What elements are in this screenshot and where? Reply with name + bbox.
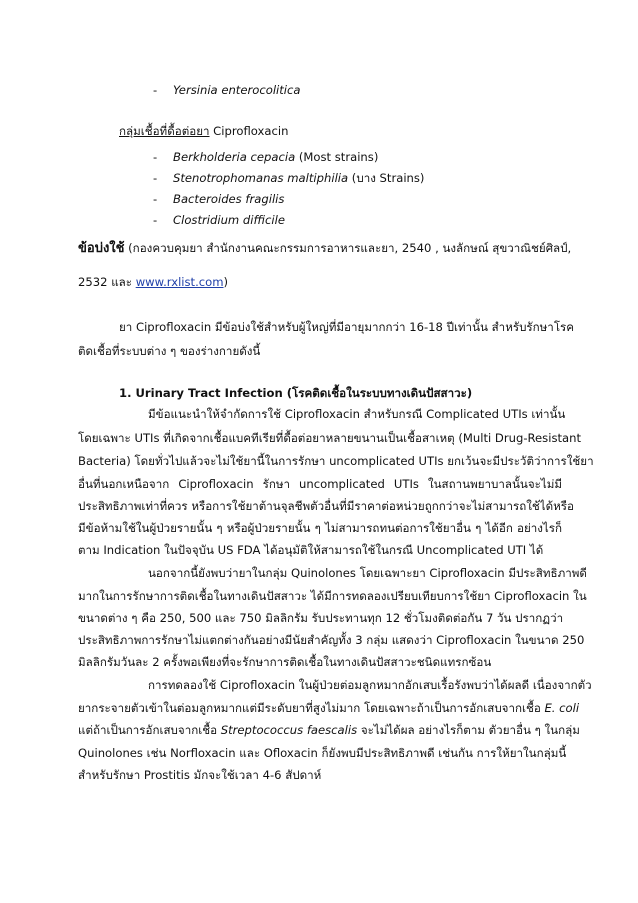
paragraph-line: ประสิทธิภาพเท่าที่ควร หรือการใช้ยาต้านจุลชีพตัวอื่นที่มีราคาต่อหน่วยถูกกว่าจะไม่สามารถใช้ได้หรือ	[78, 499, 574, 513]
organism-name: Yersinia enterocolitica	[173, 83, 301, 97]
resistant-heading	[119, 123, 288, 139]
indications-title: ข้อบ่งใช้	[78, 241, 125, 256]
paragraph-line	[78, 722, 580, 738]
resistant-heading-drug: Ciprofloxacin	[209, 124, 289, 138]
list-item	[173, 149, 378, 165]
intro-paragraph: ติดเชื้อที่ระบบต่าง ๆ ของร่างกายดังนี้	[78, 344, 261, 358]
paragraph-line	[78, 700, 580, 716]
intro-paragraph: ยา Ciprofloxacin มีข้อบ่งใช้สำหรับผู้ใหญ่ที่มีอายุมากกว่า 16-18 ปีเท่านั้น สำหรับรักษาโรค	[119, 320, 575, 334]
paragraph-line: ขนาดต่าง ๆ คือ 250, 500 และ 750 มิลลิกรัม รับประทานทุก 12 ชั่วโมงติดต่อกัน 7 วัน ปรากฏว่า	[78, 611, 564, 625]
paragraph-line: Bacteria) โดยทั่วไปแล้วจะไม่ใช้ยานี้ในการรักษา uncomplicated UTIs ยกเว้นจะมีประวัติว่าการใช้ยา	[78, 454, 594, 468]
list-bullet: -	[153, 213, 158, 227]
source-text: )	[223, 275, 229, 289]
organism-note: (Most strains)	[295, 150, 379, 164]
indications-source-line	[78, 274, 562, 290]
paragraph-line: มีข้อแนะนำให้จำกัดการใช้ Ciprofloxacin สำหรับกรณี Complicated UTIs เท่านั้น	[148, 407, 566, 421]
source-text: 2532 และ	[78, 275, 136, 289]
section-heading: 1. Urinary Tract Infection (โรคติดเชื้อในระบบทางเดินปัสสาวะ)	[119, 386, 473, 400]
organism-name: Stenotrophomanas maltiphilia	[173, 171, 349, 185]
paragraph-line: นอกจากนี้ยังพบว่ายาในกลุ่ม Quinolones โดยเฉพาะยา Ciprofloxacin มีประสิทธิภาพดี	[148, 566, 587, 580]
paragraph-line: มิลลิกรัมวันละ 2 ครั้งพอเพียงที่จะรักษาการติดเชื้อในทางเดินปัสสาวะชนิดแทรกซ้อน	[78, 655, 492, 669]
paragraph-line: สำหรับรักษา Prostitis มักจะใช้เวลา 4-6 สัปดาห์	[78, 768, 322, 782]
list-item	[173, 170, 424, 186]
paragraph-text: แต่ถ้าเป็นการอักเสบจากเชื้อ	[78, 723, 218, 737]
indications-source: (กองควบคุมยา สำนักงานคณะกรรมการอาหารและยา, 2540 , นงลักษณ์ สุขวาณิชย์ศิลป์,	[128, 241, 572, 255]
paragraph-line: มากในการรักษาการติดเชื้อในทางเดินปัสสาวะ ได้มีการทดลองเปรียบเทียบการใช้ยา Ciprofloxacin ใน	[78, 589, 587, 603]
paragraph-line: Quinolones เช่น Norfloxacin และ Ofloxacin ก็ยังพบมีประสิทธิภาพดี เช่นกัน การให้ยาในกลุ่มนี้	[78, 746, 567, 760]
paragraph-line: ประสิทธิภาพการรักษาไม่แตกต่างกันอย่างมีนัยสำคัญทั้ง 3 กลุ่ม แสดงว่า Ciprofloxacin ในขนาด 250	[78, 633, 585, 647]
resistant-heading-underlined: กลุ่มเชื้อที่ดื้อต่อยา	[119, 124, 210, 138]
list-bullet: -	[153, 192, 158, 206]
indications-line	[78, 240, 572, 257]
paragraph-line: การทดลองใช้ Ciprofloxacin ในผู้ป่วยต่อมลูกหมากอักเสบเรื้อรังพบว่าได้ผลดี เนื่องจากตัว	[148, 678, 592, 692]
list-bullet: -	[153, 150, 158, 164]
paragraph-line: โดยเฉพาะ UTIs ที่เกิดจากเชื้อแบคทีเรียที่ดื้อต่อยาหลายขนานเป็นเชื้อสาเหตุ (Multi Drug-Resistant	[78, 431, 582, 445]
paragraph-line: ตาม Indication ในปัจจุบัน US FDA ได้อนุมัติให้สามารถใช้ในกรณี Uncomplicated UTI ได้	[78, 543, 544, 557]
organism-name: Bacteroides fragilis	[173, 192, 285, 206]
organism-note: (บาง Strains)	[348, 171, 425, 185]
organism-name: Berkholderia cepacia	[173, 150, 296, 164]
rxlist-link[interactable]: www.rxlist.com	[135, 275, 224, 289]
paragraph-line: มีข้อห้ามใช้ในผู้ป่วยรายนั้น ๆ หรือผู้ป่วยรายนั้น ๆ ไม่สามารถทนต่อการใช้ยาอื่น ๆ ได้อีก อย่างไรก็	[78, 521, 562, 535]
list-bullet: -	[153, 83, 158, 97]
organism-name: Streptococcus faescalis	[220, 723, 358, 737]
paragraph-line: อื่นที่นอกเหนือจาก Ciprofloxacin รักษา uncomplicated UTIs ในสถานพยาบาลนั้นจะไม่มี	[78, 477, 562, 491]
paragraph-text: ยากระจายตัวเข้าในต่อมลูกหมากแต่มีระดับยาที่สูงไม่มาก โดยเฉพาะถ้าเป็นการอักเสบจากเชื้อ	[78, 701, 541, 715]
paragraph-text: จะไม่ได้ผล อย่างไรก็ตาม ตัวยาอื่น ๆ ในกลุ่ม	[360, 723, 580, 737]
organism-name: Clostridium difficile	[173, 213, 286, 227]
list-bullet: -	[153, 171, 158, 185]
organism-name: E. coli	[544, 701, 580, 715]
